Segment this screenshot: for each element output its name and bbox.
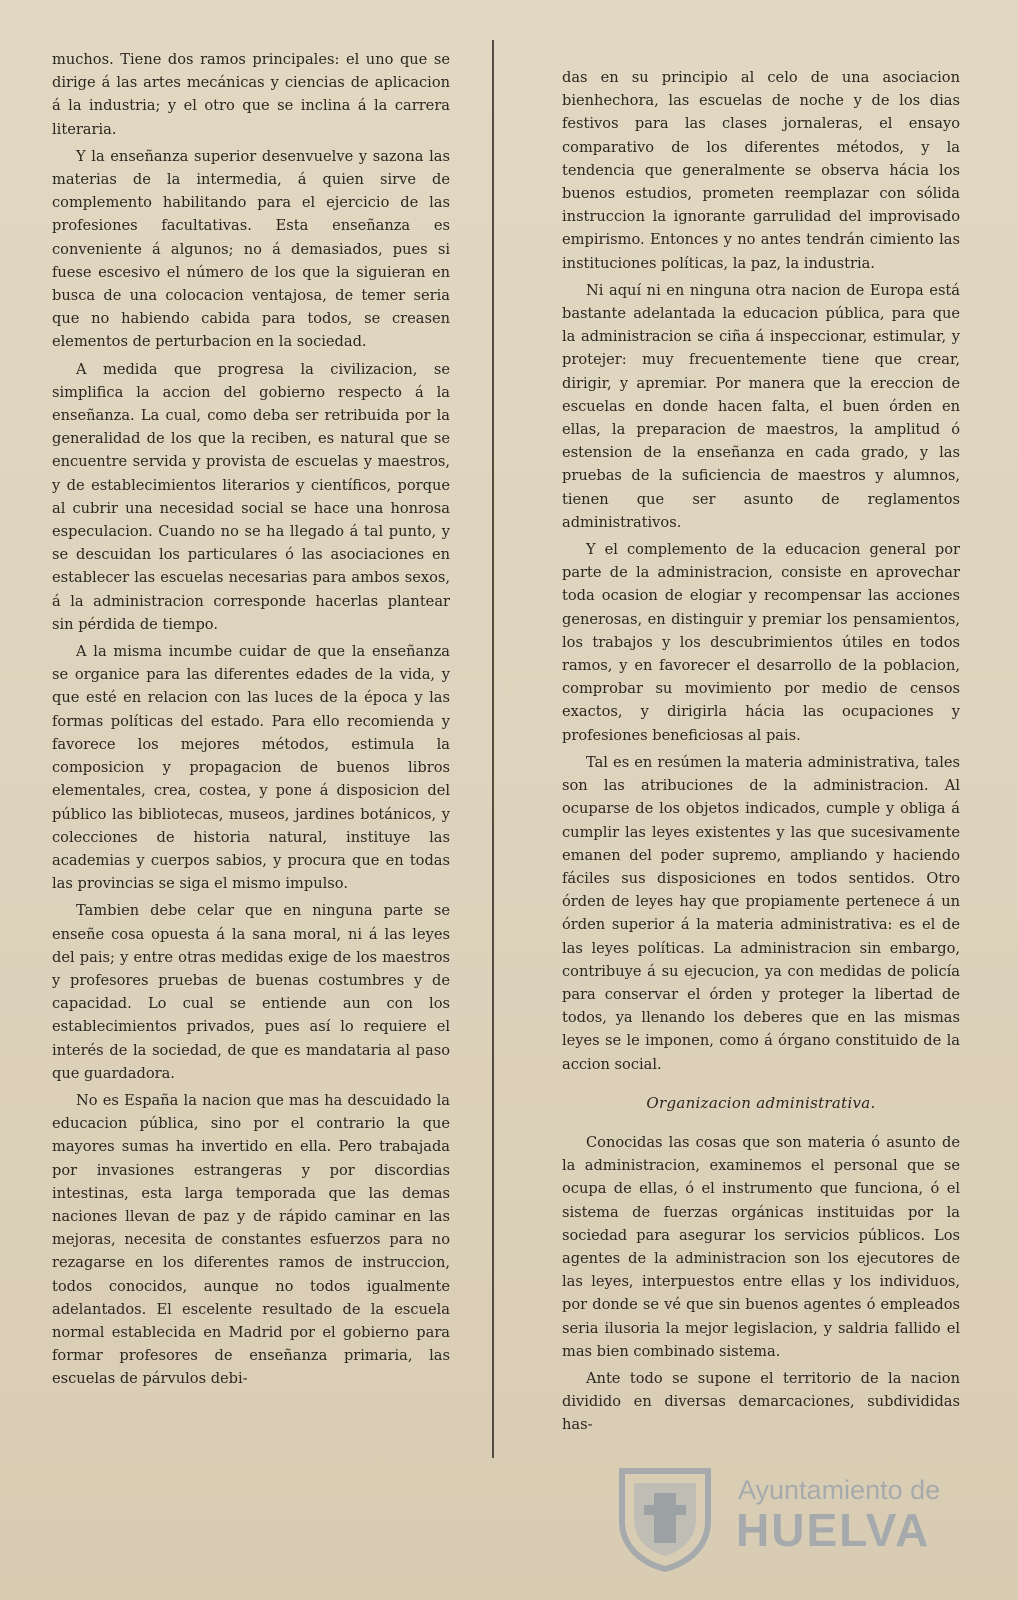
paragraph: A medida que progresa la civilizacion, se simplifica la accion del gobierno respecto á la enseñanza. La cual, como deba ser retribuida por la generalidad de los que la reciben, es natural que se encuentre servida y provista de escuelas y maestros, y de establecimientos literarios y científicos, porque al cubrir una necesidad social se hace una honrosa especulacion. Cuando no se ha llegado á tal punto, y se descuidan los particulares ó las asociaciones en establecer las escuelas necesarias para ambos sexos, á la administracion corresponde hacerlas plantear sin pérdida de tiempo. bbox=[52, 360, 450, 633]
watermark-line2: HUELVA bbox=[736, 1504, 931, 1556]
section-heading: Organizacion administrativa. bbox=[646, 1093, 876, 1112]
coat-of-arms-icon bbox=[610, 1463, 720, 1573]
left-column bbox=[52, 48, 450, 1395]
paragraph: Ni aquí ni en ninguna otra nacion de Europa está bastante adelantada la educacion pública, para que la administracion se ciña á inspeccionar, estimular, y protejer: muy frecuentemente tiene que crear, dirigir, y apremiar. Por manera que la ereccion de escuelas en donde hacen falta, el buen órden en ellas, la preparacion de maestros, la amplitud ó estension de la enseñanza en cada grado, y las pruebas de la suficiencia de maestros y alumnos, tienen que ser asunto de reglamentos administrativos. bbox=[562, 281, 960, 531]
paragraph: A la misma incumbe cuidar de que la enseñanza se organice para las diferentes edades de la vida, y que esté en relacion con las luces de la época y las formas políticas del estado. Para ello recomienda y favorece los mejores métodos, estimula la composicion y propagacion de buenos libros elementales, crea, costea, y pone á disposicion del público las bibliotecas, museos, jardines botánicos, y colecciones de historia natural, instituye las academias y cuerpos sabios, y procura que en todas las provincias se siga el mismo impulso. bbox=[52, 643, 450, 893]
paragraph: Tal es en resúmen la materia administrativa, tales son las atribuciones de la administracion. Al ocuparse de los objetos indicados, cumple y obliga á cumplir las leyes existentes y las que sucesivamente emanen del poder supremo, ampliando y haciendo fáciles sus disposiciones en todos sentidos. Otro órden de leyes hay que propiamente pertenece á un órden superior á la materia administrativa: es el de las leyes políticas. La administracion sin embargo, contribuye á su ejecucion, ya con medidas de policía para conservar el órden y proteger la libertad de todos, ya llenando los deberes que en las mismas leyes se le imponen, como á órgano constituido de la accion social. bbox=[562, 753, 960, 1073]
paragraph: muchos. Tiene dos ramos principales: el uno que se dirige á las artes mecánicas y ciencias de aplicacion á la industria; y el otro que se inclina á la carrera literaria. bbox=[52, 51, 450, 138]
paragraph: Y el complemento de la educacion general por parte de la administracion, consiste en aprovechar toda ocasion de elogiar y recompensar las acciones generosas, en distinguir y premiar los pensamientos, los trabajos y los descubrimientos útiles en todos ramos, y en favorecer el desarrollo de la poblacion, comprobar su movimiento por medio de censos exactos, y dirigirla hácia las ocupaciones y profesiones beneficiosas al pais. bbox=[562, 541, 960, 744]
right-column bbox=[562, 66, 960, 1441]
watermark bbox=[600, 1455, 980, 1575]
paragraph: Tambien debe celar que en ninguna parte se enseñe cosa opuesta á la sana moral, ni á las leyes del pais; y entre otras medidas exige de los maestros y profesores pruebas de buenas costumbres y de capacidad. Lo cual se entiende aun con los establecimientos privados, pues así lo requiere el interés de la sociedad, de que es mandataria al paso que guardadora. bbox=[52, 902, 450, 1082]
paragraph: No es España la nacion que mas ha descuidado la educacion pública, sino por el contrario la que mayores sumas ha invertido en ella. Pero trabajada por invasiones estrangeras y por discordias intestinas, esta larga temporada que las demas naciones llevan de paz y de rápido caminar en las mejoras, necesita de constantes esfuerzos para no rezagarse en los diferentes ramos de instruccion, todos conocidos, aunque no todos igualmente adelantados. El escelente resultado de la escuela normal establecida en Madrid por el gobierno para formar profesores de enseñanza primaria, las escuelas de párvulos debi- bbox=[52, 1091, 450, 1388]
paragraph: Y la enseñanza superior desenvuelve y sazona las materias de la intermedia, á quien sirve de complemento habilitando para el ejercicio de las profesiones facultativas. Esta enseñanza es conveniente á algunos; no á demasiados, pues si fuese escesivo el número de los que la siguieran en busca de una colocacion ventajosa, de temer seria que no habiendo cabida para todos, se creasen elementos de perturbacion en la sociedad. bbox=[52, 147, 450, 351]
paragraph: das en su principio al celo de una asociacion bienhechora, las escuelas de noche y de los dias festivos para las clases jornaleras, el ensayo comparativo de los diferentes métodos, y la tendencia que generalmente se observa hácia los buenos estudios, prometen reemplazar con sólida instruccion la ignorante garrulidad del improvisado empirismo. Entonces y no antes tendrán cimiento las instituciones políticas, la paz, la industria. bbox=[562, 69, 960, 272]
paragraph: Conocidas las cosas que son materia ó asunto de la administracion, examinemos el personal que se ocupa de ellas, ó el instrumento que funciona, ó el sistema de fuerzas orgánicas instituidas por la sociedad para asegurar los servicios públicos. Los agentes de la administracion son los ejecutores de las leyes, interpuestos entre ellas y los individuos, por donde se vé que sin buenos agentes ó empleados seria ilusoria la mejor legislacion, y saldria fallido el mas bien combinado sistema. bbox=[562, 1133, 960, 1360]
paragraph: Ante todo se supone el territorio de la nacion dividido en diversas demarcaciones, subdivididas has- bbox=[562, 1369, 960, 1434]
watermark-line1: Ayuntamiento de bbox=[738, 1475, 941, 1505]
column-divider bbox=[492, 40, 494, 1458]
